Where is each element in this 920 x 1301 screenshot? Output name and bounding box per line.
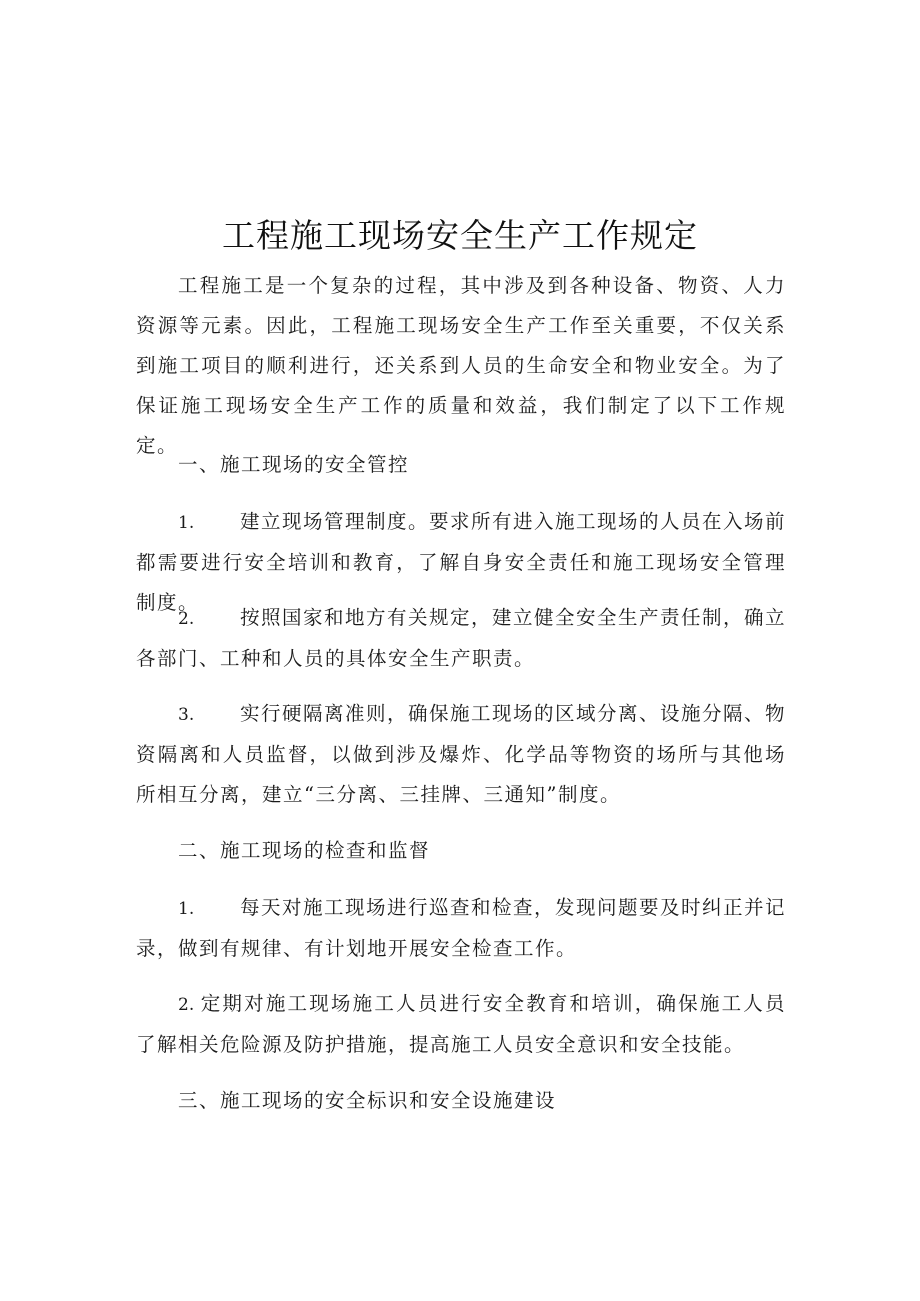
item-number: 2. xyxy=(178,995,195,1015)
intro-paragraph: 工程施工是一个复杂的过程，其中涉及到各种设备、物资、人力资源等元素。因此，工程施工现场安全生产工作至关重要，不仅关系到施工项目的顺利进行，还关系到人员的生命安全和物业安全。为了保证施工现场安全生产工作的质量和效益，我们制定了以下工作规定。 xyxy=(136,274,786,457)
item-text: 实行硬隔离准则，确保施工现场的区域分离、设施分隔、物资隔离和人员监督，以做到涉及爆炸、化学品等物资的场所与其他场所相互分离，建立“三分离、三挂牌、三通知”制度。 xyxy=(136,702,787,806)
section-heading-2: 二、施工现场的检查和监督 xyxy=(178,839,431,862)
item-number: 1. xyxy=(178,513,195,533)
item-number: 1. xyxy=(178,899,195,919)
list-item xyxy=(136,694,786,815)
document-title: 工程施工现场安全生产工作规定 xyxy=(222,216,698,255)
item-text: 按照国家和地方有关规定，建立健全安全生产责任制，确立各部门、工种和人员的具体安全生产职责。 xyxy=(136,606,787,670)
item-number: 2. xyxy=(178,609,195,629)
item-text: 建立现场管理制度。要求所有进入施工现场的人员在入场前都需要进行安全培训和教育，了解自身安全责任和施工现场安全管理制度。 xyxy=(136,510,787,614)
list-item xyxy=(136,984,786,1065)
section-heading-3: 三、施工现场的安全标识和安全设施建设 xyxy=(178,1089,557,1112)
item-text: 定期对施工现场施工人员进行安全教育和培训，确保施工人员了解相关危险源及防护措施，提高施工人员安全意识和安全技能。 xyxy=(136,992,786,1056)
list-item xyxy=(136,598,786,679)
item-number: 3. xyxy=(178,705,195,725)
item-text: 每天对施工现场进行巡查和检查，发现问题要及时纠正并记录，做到有规律、有计划地开展安全检查工作。 xyxy=(136,896,787,960)
section-heading-1: 一、施工现场的安全管控 xyxy=(178,453,410,476)
list-item xyxy=(136,888,786,969)
